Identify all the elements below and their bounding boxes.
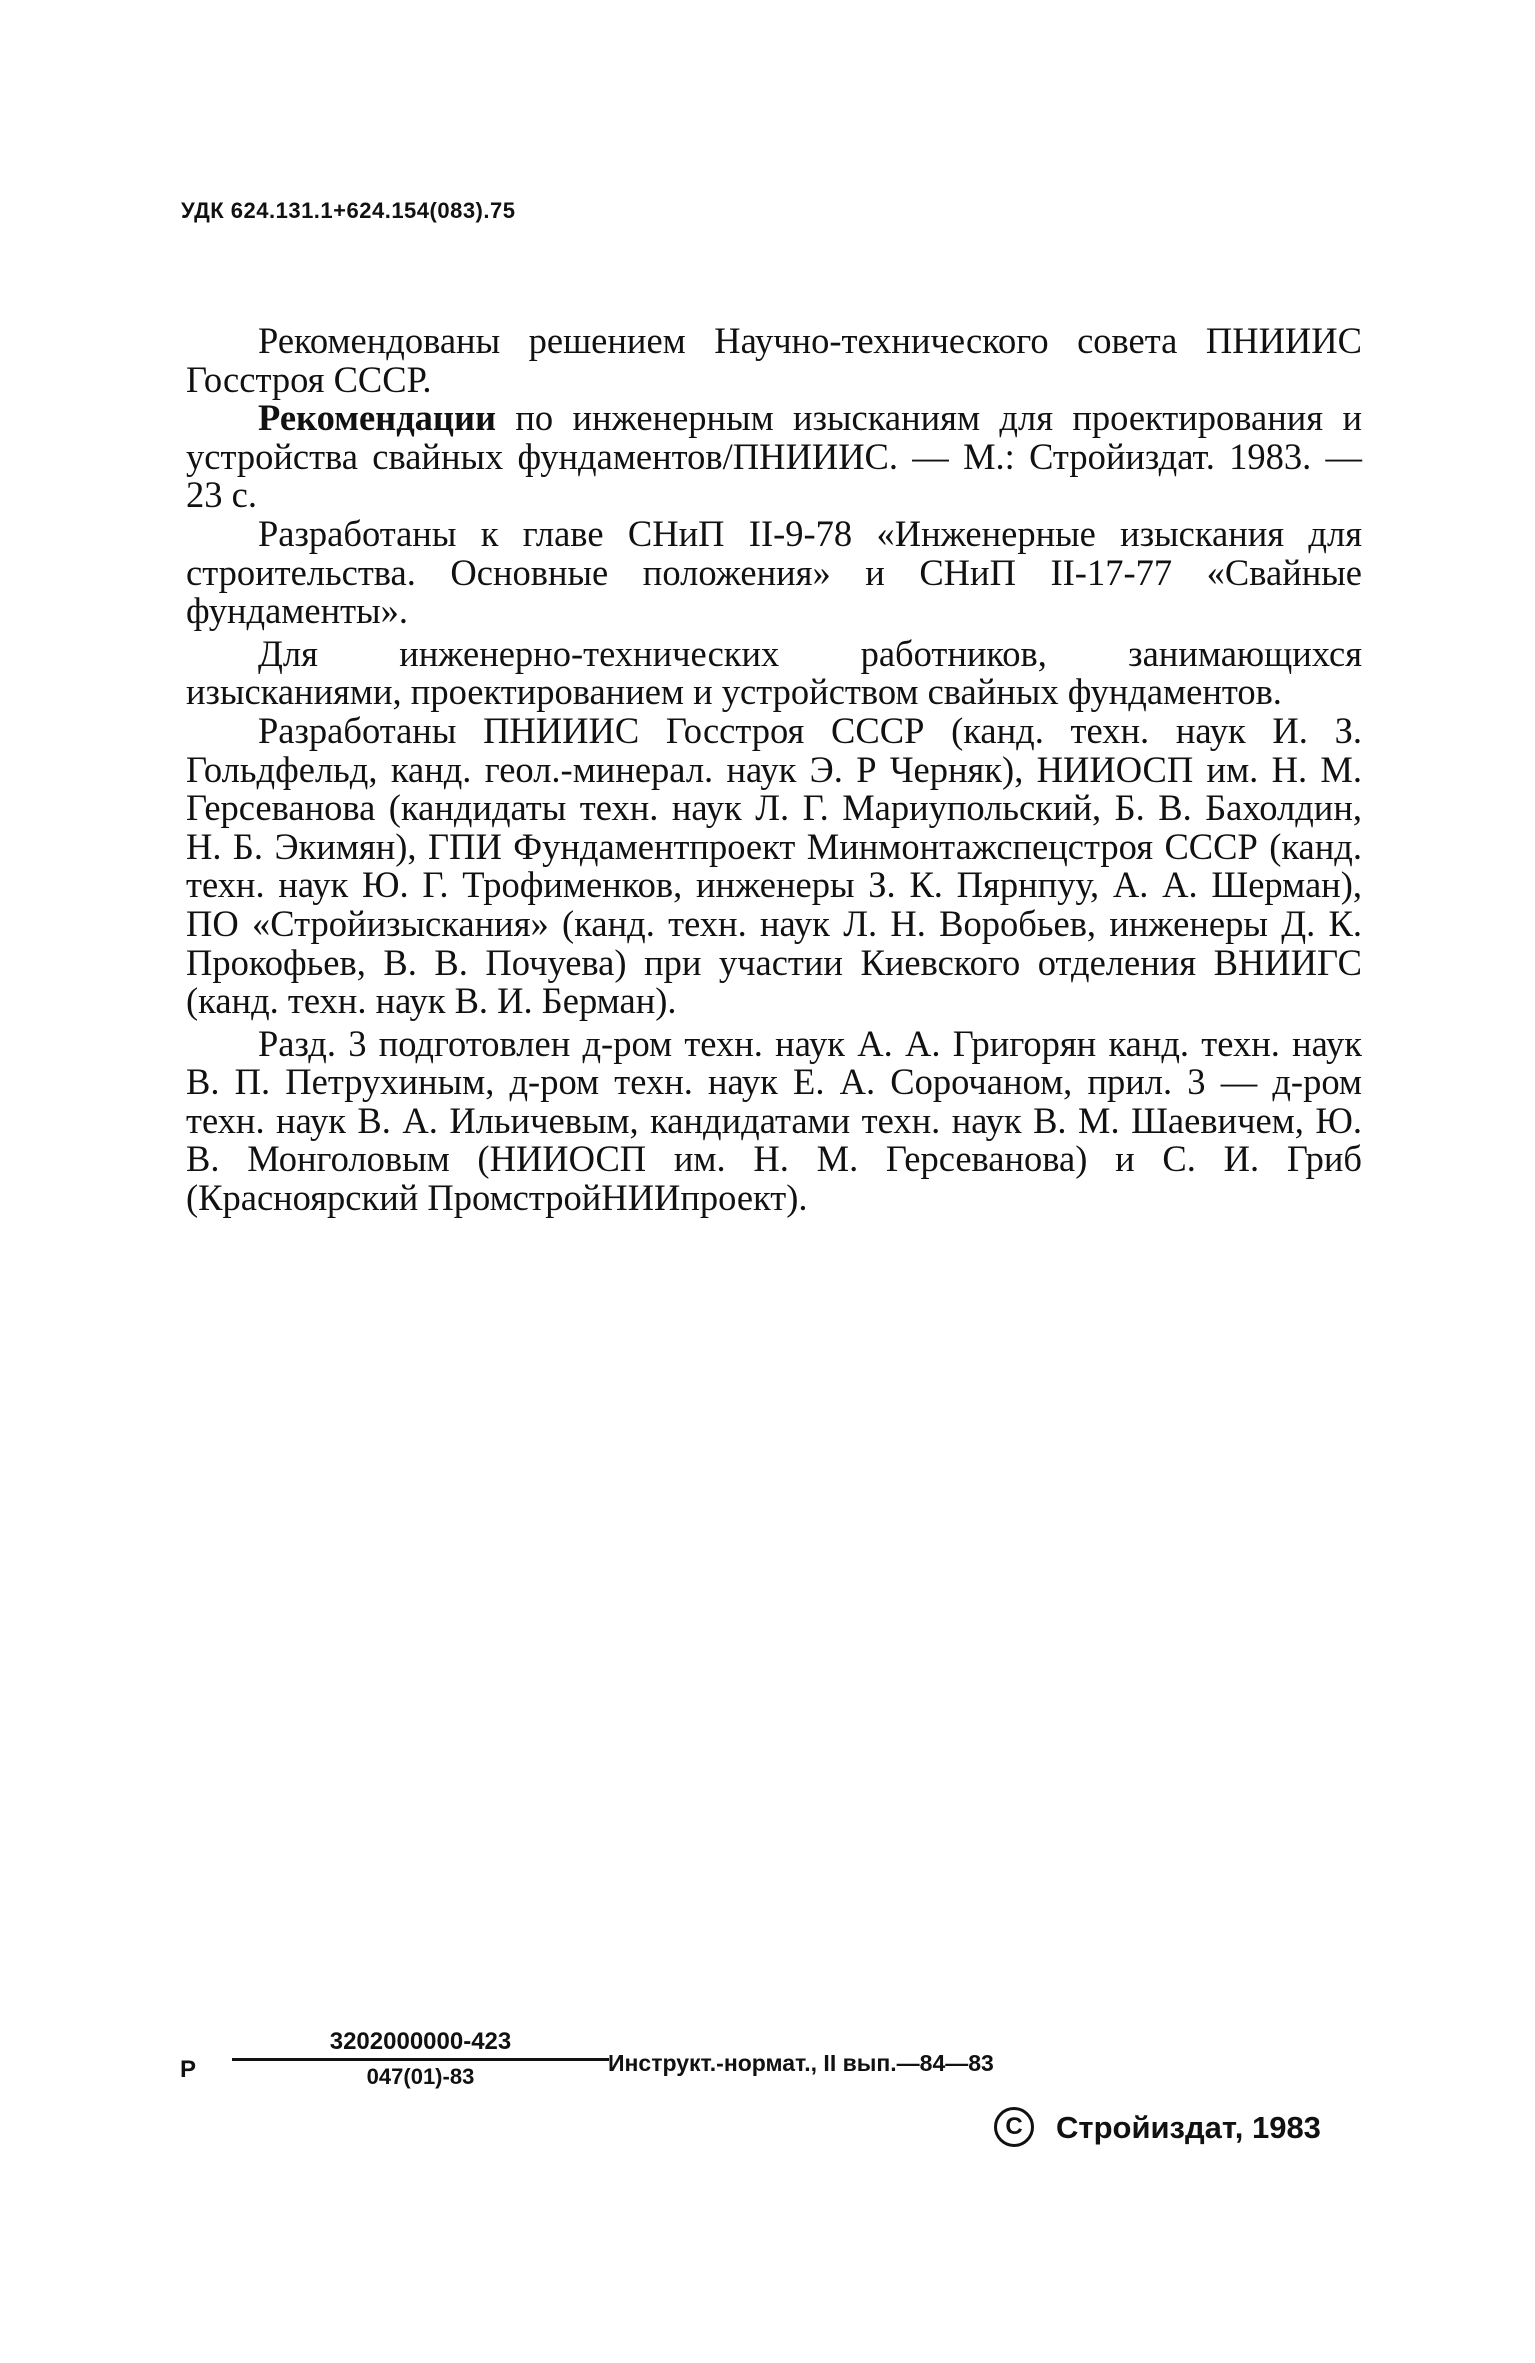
index-classification: Инструкт.-нормат., II вып.—84—83 (608, 2050, 994, 2076)
index-fraction (232, 2028, 609, 2090)
recommendation-paragraph: Рекомендованы решением Научно-технического совета ПНИИИС Госстроя СССР. (186, 320, 1362, 400)
fraction-line (232, 2058, 609, 2061)
citation-paragraph (186, 399, 1362, 515)
copyright-line (994, 2110, 1321, 2150)
snip-reference-paragraph: Разработаны к главе СНиП II-9-78 «Инженерные изыскания для строительства. Основные положения» и СНиП II-17-77 «Свайные фундаменты». (186, 512, 1362, 632)
section-authors-paragraph: Разд. 3 подготовлен д-ром техн. наук А. А. Григорян канд. техн. наук В. П. Петрухиным, д-ром техн. наук Е. А. Сорочаном, прил. 3 — д-ром техн. наук В. А. Ильичевым, кандидатами техн. наук В. М. Шаевичем, Ю. В. Монголовым (НИИОСП им. Н. М. Герсеванова) и С. И. Гриб (Красноярский ПромстройНИИпроект). (186, 1022, 1362, 1219)
copyright-icon: C (994, 2107, 1034, 2147)
authors-paragraph: Разработаны ПНИИИС Госстроя СССР (канд. техн. наук И. З. Гольдфельд, канд. геол.-минерал. наук Э. Р Черняк), НИИОСП им. Н. М. Герсеванова (кандидаты техн. наук Л. Г. Мариупольский, Б. В. Бахолдин, Н. Б. Экимян), ГПИ Фундаментпроект Минмонтажспецстроя СССР (канд. техн. наук Ю. Г. Трофименков, инженеры З. К. Пярнпуу, А. А. Шерман), ПО «Стройизыскания» (канд. техн. наук Л. Н. Воробьев, инженеры Д. К. Прокофьев, В. В. Почуева) при участии Киевского отделения ВНИИГС (канд. техн. наук В. И. Берман). (186, 709, 1362, 1022)
index-denominator: 047(01)-83 (366, 2064, 475, 2089)
audience-paragraph: Для инженерно-технических работников, занимающихся изысканиями, проектированием и устройством свайных фундаментов. (186, 632, 1362, 713)
citation-details: по инженерным изысканиям для проектирования и устройства свайных фундаментов/ПНИИИС. — М.: Стройиздат. 1983. — 23 с. (186, 397, 1362, 516)
index-numerator: 3202000000-423 (329, 2028, 512, 2055)
index-letter: Р (180, 2056, 197, 2083)
annotation-block (186, 322, 1362, 1218)
udk-code: УДК 624.131.1+624.154(083).75 (181, 198, 516, 223)
citation-title: Рекомендации (258, 397, 497, 439)
publication-index (180, 2028, 1080, 2118)
copyright-text: Стройиздат, 1983 (1056, 2110, 1321, 2146)
